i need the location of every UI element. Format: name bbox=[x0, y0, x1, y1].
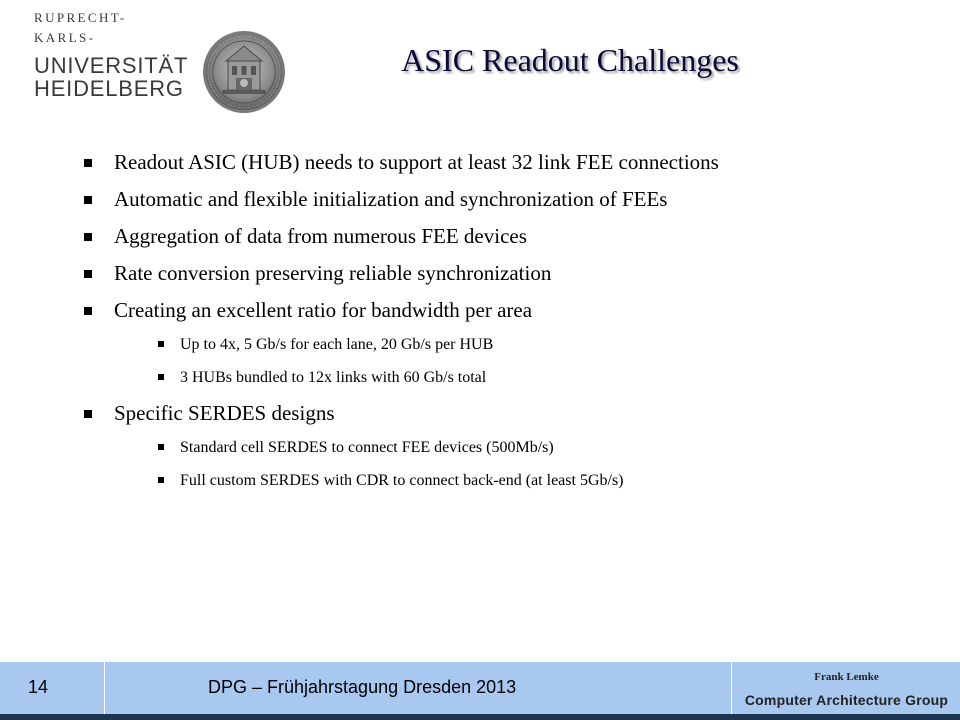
bullet-text: Rate conversion preserving reliable synchronization bbox=[114, 261, 552, 285]
sub-bullet-text: Full custom SERDES with CDR to connect back-end (at least 5Gb/s) bbox=[180, 472, 624, 489]
bullet-square-icon bbox=[84, 159, 92, 167]
bullet-list bbox=[80, 150, 900, 504]
bullet-square-icon bbox=[158, 341, 164, 347]
sub-bullet-text: Standard cell SERDES to connect FEE devices (500Mb/s) bbox=[180, 439, 554, 456]
author-name: Frank Lemke bbox=[814, 671, 879, 683]
bullet-square-icon bbox=[84, 233, 92, 241]
bullet-item bbox=[80, 261, 900, 286]
bullet-text: Readout ASIC (HUB) needs to support at least 32 link FEE connections bbox=[114, 150, 719, 174]
bullet-item bbox=[80, 298, 900, 323]
footer-divider bbox=[104, 662, 105, 714]
slide-title: ASIC Readout Challenges bbox=[401, 42, 739, 78]
sub-bullet-text: Up to 4x, 5 Gb/s for each lane, 20 Gb/s per HUB bbox=[180, 336, 494, 353]
sub-bullet-item bbox=[154, 368, 900, 388]
bullet-text: Aggregation of data from numerous FEE devices bbox=[114, 224, 527, 248]
logo-line-3: HEIDELBERG bbox=[34, 76, 184, 101]
bullet-item bbox=[80, 150, 900, 175]
bullet-square-icon bbox=[84, 410, 92, 418]
bullet-text: Creating an excellent ratio for bandwidth per area bbox=[114, 298, 533, 322]
page-number: 14 bbox=[28, 677, 49, 697]
bullet-item bbox=[80, 224, 900, 249]
sub-bullet-item bbox=[154, 438, 900, 458]
bullet-square-icon bbox=[84, 307, 92, 315]
university-logo bbox=[34, 8, 189, 101]
bullet-text: Specific SERDES designs bbox=[114, 401, 335, 425]
bullet-square-icon bbox=[84, 196, 92, 204]
sub-bullet-item bbox=[154, 471, 900, 491]
footer-bottom-bar bbox=[0, 714, 960, 720]
university-seal-icon bbox=[202, 30, 286, 114]
group-name: Computer Architecture Group bbox=[744, 692, 949, 708]
logo-line-2: UNIVERSITÄT bbox=[34, 53, 189, 78]
logo-line-1: RUPRECHT-KARLS- bbox=[34, 10, 127, 45]
bullet-square-icon bbox=[158, 477, 164, 483]
bullet-square-icon bbox=[158, 374, 164, 380]
bullet-text: Automatic and flexible initialization and synchronization of FEEs bbox=[114, 187, 668, 211]
bullet-item bbox=[80, 187, 900, 212]
footer-divider bbox=[731, 662, 732, 714]
sub-bullet-text: 3 HUBs bundled to 12x links with 60 Gb/s total bbox=[180, 369, 487, 386]
sub-bullet-item bbox=[154, 335, 900, 355]
bullet-square-icon bbox=[158, 444, 164, 450]
bullet-square-icon bbox=[84, 270, 92, 278]
bullet-item bbox=[80, 401, 900, 426]
event-name: DPG – Frühjahrstagung Dresden 2013 bbox=[208, 677, 517, 697]
slide-footer bbox=[0, 662, 960, 720]
